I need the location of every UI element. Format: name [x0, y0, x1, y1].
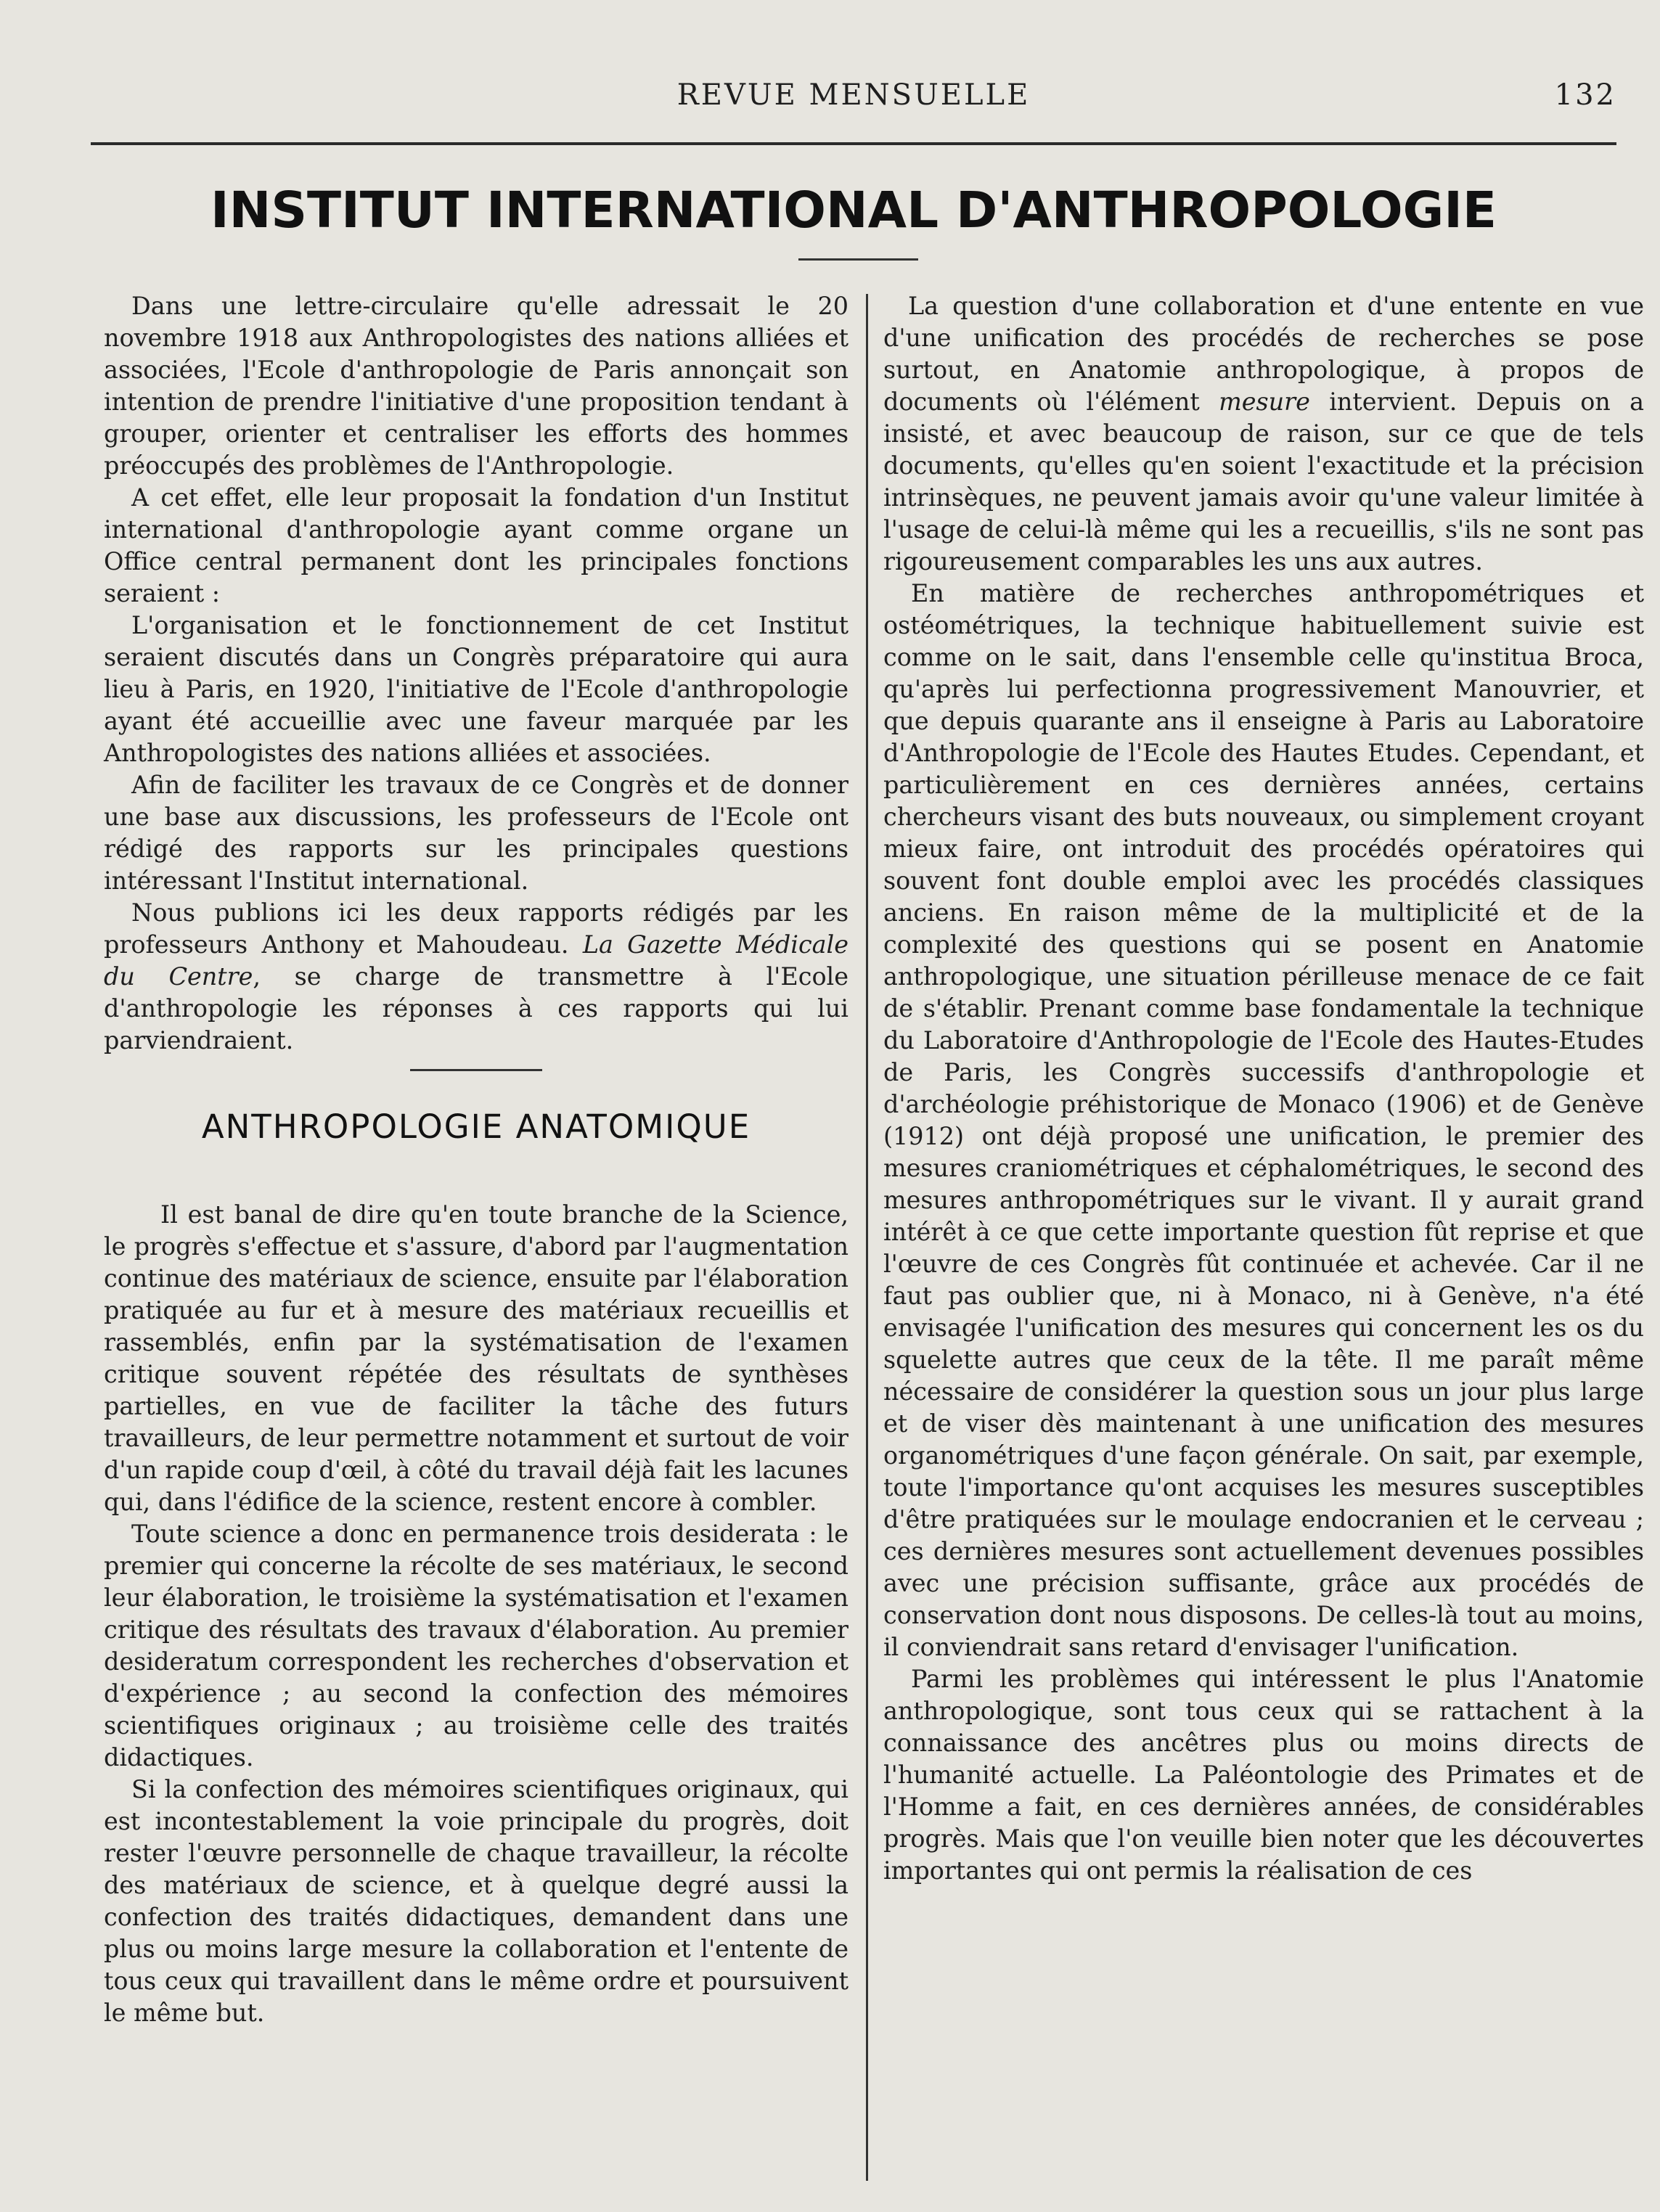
page-number: 132: [1554, 78, 1616, 112]
section-anthropologie-anatomique: [104, 1107, 849, 2029]
intro-paragraph: Dans une lettre-circulaire qu'elle adressait le 20 novembre 1918 aux Anthropologistes des nations alliées et associées, l'Ecole d'anthropologie de Paris annonçait son intention de prendre l'initiative d'une proposition tendant à grouper, orienter et centraliser les efforts des hommes préoccupés des problèmes de l'Anthropologie.: [104, 292, 849, 480]
running-head: [91, 78, 1616, 122]
intro-paragraph: L'organisation et le fonctionnement de cet Institut seraient discutés dans un Congrès préparatoire qui aura lieu à Paris, en 1920, l'initiative de l'Ecole d'anthropologie ayant été accueillie avec une faveur marquée par les Anthropologistes des nations alliées et associées.: [104, 611, 849, 767]
intro-paragraph: A cet effet, elle leur proposait la fondation d'un Institut international d'anthropologie ayant comme organe un Office central permanent dont les principales fonctions seraient :: [104, 483, 849, 607]
section-title: ANTHROPOLOGIE ANATOMIQUE: [201, 1107, 751, 1146]
text-run: , se charge de transmettre à l'Ecole d'anthropologie les réponses à ces rapports qui lui parviendraient.: [104, 962, 849, 1054]
body-paragraph: Toute science a donc en permanence trois desiderata : le premier qui concerne la récolte de ses matériaux, le second leur élaboration, le troisième la systématisation et l'examen critique des résultats des travaux d'élaboration. Au premier desideratum correspondent les recherches d'observation et d'expérience ; au second la confection des mémoires scientifiques originaux ; au troisième celle des traités didactiques.: [104, 1520, 849, 1771]
text-run: La question d'une collaboration et d'une entente en vue d'une unification des procédés de recherches se pose surtout, en Anatomie anthropologique, à propos de documents où l'élément: [883, 292, 1644, 416]
title-rule: [798, 258, 918, 261]
body-paragraph: En matière de recherches anthropométriques et ostéométriques, la technique habituellement suivie est comme on le sait, dans l'ensemble celle qu'institua Broca, qu'après lui perfectionna progressivement Manouvrier, et que depuis quarante ans il enseigne à Paris au Laboratoire d'Anthropologie de l'Ecole des Hautes Etudes. Cependant, et particulièrement en ces dernières années, certains chercheurs visant des buts nouveaux, ou simplement croyant mieux faire, ont introduit des procédés opératoires qui souvent font double emploi avec les procédés classiques anciens. En raison même de la multiplicité et de la complexité des questions qui se posent en Anatomie anthropologique, une situation périlleuse menace de ce fait de s'établir. Prenant comme base fondamentale la technique du Laboratoire d'Anthropologie de l'Ecole des Hautes-Etudes de Paris, les Congrès successifs d'anthropologie et d'archéologie préhistorique de Monaco (1906) et de Genève (1912) ont déjà proposé une unification, le premier des mesures craniométriques et céphalométriques, le second des mesures anthropométriques sur le vivant. Il y aurait grand intérêt à ce que cette importante question fût reprise et que l'œuvre de ces Congrès fût continuée et achevée. Car il ne faut pas oublier que, ni à Monaco, ni à Genève, n'a été envisagée l'unification des mesures qui concernent les os du squelette autres que ceux de la tête. Il me paraît même nécessaire de considérer la question sous un jour plus large et de viser dès maintenant à une unification des mesures organométriques d'une façon générale. On sait, par exemple, toute l'importance qu'ont acquises les mesures susceptibles d'être pratiquées sur le moulage endocranien et le cerveau ; ces dernières mesures sont actuellement devenues possibles avec une précision suffisante, grâce aux procédés de conservation dont nous disposons. De celles-là tout au moins, il conviendrait sans retard d'envisager l'unification.: [883, 579, 1644, 1661]
column-divider: [866, 294, 868, 2181]
text-run: Nous publions ici les deux rapports rédigés par les professeurs Anthony et Mahoudeau.: [104, 898, 849, 959]
body-paragraph: Il est banal de dire qu'en toute branche de la Science, le progrès s'effectue et s'assure, d'abord par l'augmentation continue des matériaux de science, ensuite par l'élaboration pratiquée au fur et à mesure des matériaux recueillis et rassemblés, enfin par la systématisation de l'examen critique souvent répétée des résultats de synthèses partielles, en vue de faciliter la tâche des futurs travailleurs, de leur permettre notamment et surtout de voir d'un rapide coup d'œil, à côté du travail déjà fait les lacunes qui, dans l'édifice de la science, restent encore à combler.: [104, 1200, 849, 1516]
body-paragraph: [883, 290, 1644, 578]
right-column: [883, 290, 1644, 2177]
section-rule: [410, 1069, 542, 1071]
emphasis: mesure: [1219, 388, 1310, 416]
text-run: intervient. Depuis on a insisté, et avec beaucoup de raison, sur ce que de tels documents, qu'elles qu'en soient l'exactitude et la précision intrinsèques, ne peuvent jamais avoir qu'une valeur limitée à l'usage de celui-là même qui les a recueillis, s'ils ne sont pas rigoureusement comparables les uns aux autres.: [883, 388, 1645, 575]
article-title: INSTITUT INTERNATIONAL D'ANTHROPOLOGIE: [210, 181, 1497, 239]
intro-paragraph: [104, 897, 849, 1057]
intro-paragraph: Afin de faciliter les travaux de ce Congrès et de donner une base aux discussions, les professeurs de l'Ecole ont rédigé des rapports sur les principales questions intéressant l'Institut international.: [104, 771, 849, 895]
journal-name: La Gazette Médicale du Centre: [104, 930, 849, 991]
body-paragraph: Parmi les problèmes qui intéressent le plus l'Anatomie anthropologique, sont tous ceux qui se rattachent à la connaissance des ancêtres plus ou moins directs de l'humanité actuelle. La Paléontologie des Primates et de l'Homme a fait, en ces dernières années, de considérables progrès. Mais que l'on veuille bien noter que les découvertes importantes qui ont permis la réalisation de ces: [883, 1665, 1644, 1885]
body-paragraph: Si la confection des mémoires scientifiques originaux, qui est incontestablement la voie principale du progrès, doit rester l'œuvre personnelle de chaque travailleur, la récolte des matériaux de science, et à quelque degré aussi la confection des traités didactiques, demandent dans une plus ou moins large mesure la collaboration et l'entente de tous ceux qui travaillent dans le même ordre et poursuivent le même but.: [104, 1775, 849, 2027]
header-rule: [91, 142, 1616, 145]
running-title: REVUE MENSUELLE: [676, 78, 1031, 112]
left-column: [104, 290, 849, 2177]
